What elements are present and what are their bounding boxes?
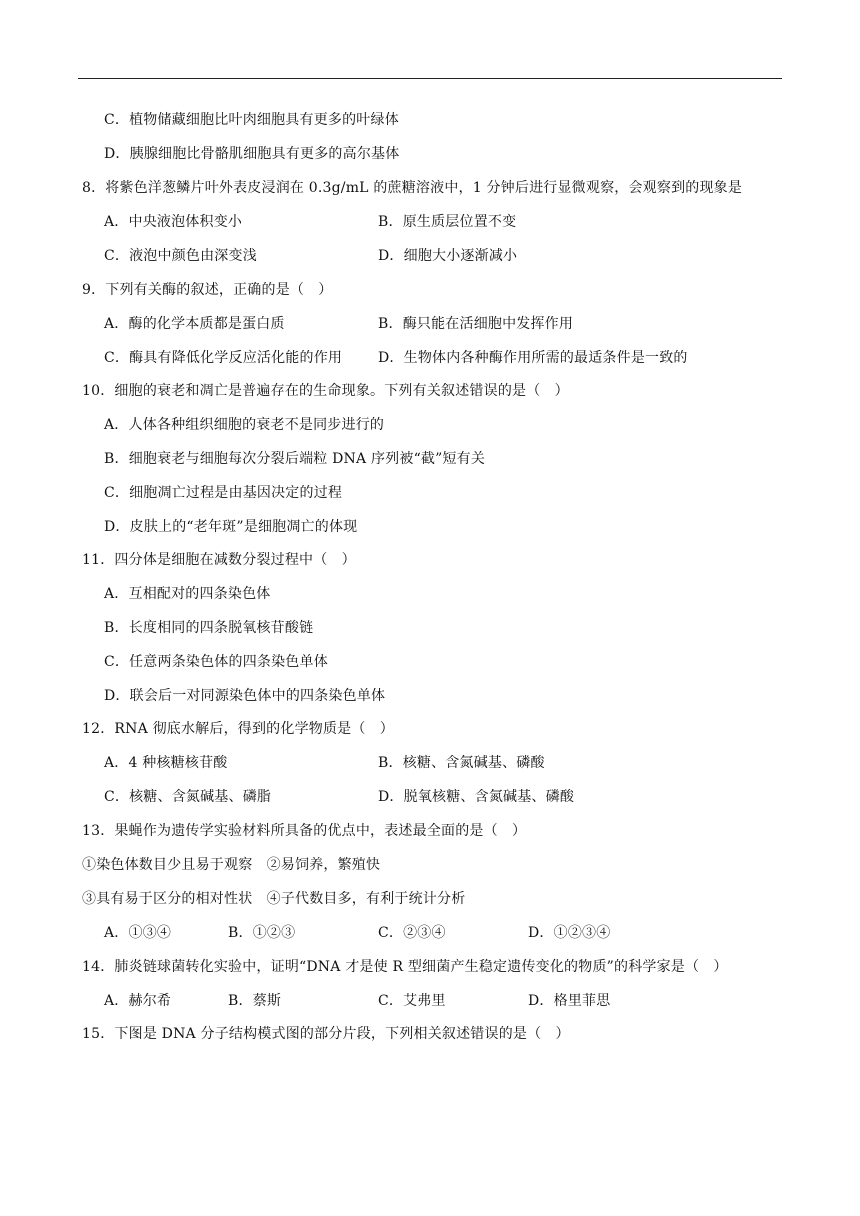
q11-option-a: A．互相配对的四条染色体 [104, 586, 271, 602]
q13-option-c: C．②③④ [378, 925, 446, 941]
q11-option-c: C．任意两条染色体的四条染色单体 [104, 654, 328, 670]
q9-stem: 9．下列有关酶的叙述，正确的是（ ） [82, 282, 333, 298]
q11-option-b: B．长度相同的四条脱氧核苷酸链 [104, 620, 314, 636]
q12-option-d: D．脱氧核糖、含氮碱基、磷酸 [378, 789, 575, 805]
q13-statements-2: ③具有易于区分的相对性状 ④子代数目多，有利于统计分析 [82, 891, 466, 907]
q8-option-c: C．液泡中颜色由深变浅 [104, 248, 257, 264]
q13-stem: 13．果蝇作为遗传学实验材料所具备的优点中，表述最全面的是（ ） [82, 823, 527, 839]
q14-option-c: C．艾弗里 [378, 993, 446, 1009]
header-rule [78, 78, 782, 79]
q10-option-c: C．细胞凋亡过程是由基因决定的过程 [104, 485, 343, 501]
q14-stem: 14．肺炎链球菌转化实验中，证明“DNA 才是使 R 型细菌产生稳定遗传变化的物质”的科学家是（ ） [82, 959, 728, 975]
q10-stem: 10．细胞的衰老和凋亡是普遍存在的生命现象。下列有关叙述错误的是（ ） [82, 383, 569, 399]
q14-option-d: D．格里菲思 [528, 993, 611, 1009]
q13-option-a: A．①③④ [104, 925, 172, 941]
q10-option-a: A．人体各种组织细胞的衰老不是同步进行的 [104, 417, 385, 433]
q7-option-d: D．胰腺细胞比骨骼肌细胞具有更多的高尔基体 [104, 146, 400, 162]
q10-option-b: B．细胞衰老与细胞每次分裂后端粒 DNA 序列被“截”短有关 [104, 451, 486, 467]
q9-option-b: B．酶只能在活细胞中发挥作用 [378, 316, 574, 332]
q8-option-d: D．细胞大小逐渐减小 [378, 248, 518, 264]
q8-option-a: A．中央液泡体积变小 [104, 214, 243, 230]
q10-option-d: D．皮肤上的“老年斑”是细胞凋亡的体现 [104, 519, 358, 535]
q14-option-a: A．赫尔希 [104, 993, 172, 1009]
q13-option-d: D．①②③④ [528, 925, 611, 941]
q11-option-d: D．联会后一对同源染色体中的四条染色单体 [104, 688, 386, 704]
q8-stem: 8．将紫色洋葱鳞片叶外表皮浸润在 0.3g/mL 的蔗糖溶液中，1 分钟后进行显微观察，会观察到的现象是 [82, 180, 743, 196]
q11-stem: 11．四分体是细胞在减数分裂过程中（ ） [82, 552, 356, 568]
q7-option-c: C．植物储藏细胞比叶肉细胞具有更多的叶绿体 [104, 112, 399, 128]
q8-option-b: B．原生质层位置不变 [378, 214, 517, 230]
q12-option-b: B．核糖、含氮碱基、磷酸 [378, 755, 545, 771]
q14-option-b: B．蔡斯 [228, 993, 282, 1009]
q15-stem: 15．下图是 DNA 分子结构模式图的部分片段，下列相关叙述错误的是（ ） [82, 1026, 570, 1042]
q9-option-c: C．酶具有降低化学反应活化能的作用 [104, 350, 343, 366]
q12-option-c: C．核糖、含氮碱基、磷脂 [104, 789, 272, 805]
q13-option-b: B．①②③ [228, 925, 296, 941]
q9-option-d: D．生物体内各种酶作用所需的最适条件是一致的 [378, 350, 688, 366]
q12-option-a: A．4 种核糖核苷酸 [104, 755, 228, 771]
q12-stem: 12．RNA 彻底水解后，得到的化学物质是（ ） [82, 721, 394, 737]
q13-statements-1: ①染色体数目少且易于观察 ②易饲养，繁殖快 [82, 857, 381, 873]
q9-option-a: A．酶的化学本质都是蛋白质 [104, 316, 285, 332]
